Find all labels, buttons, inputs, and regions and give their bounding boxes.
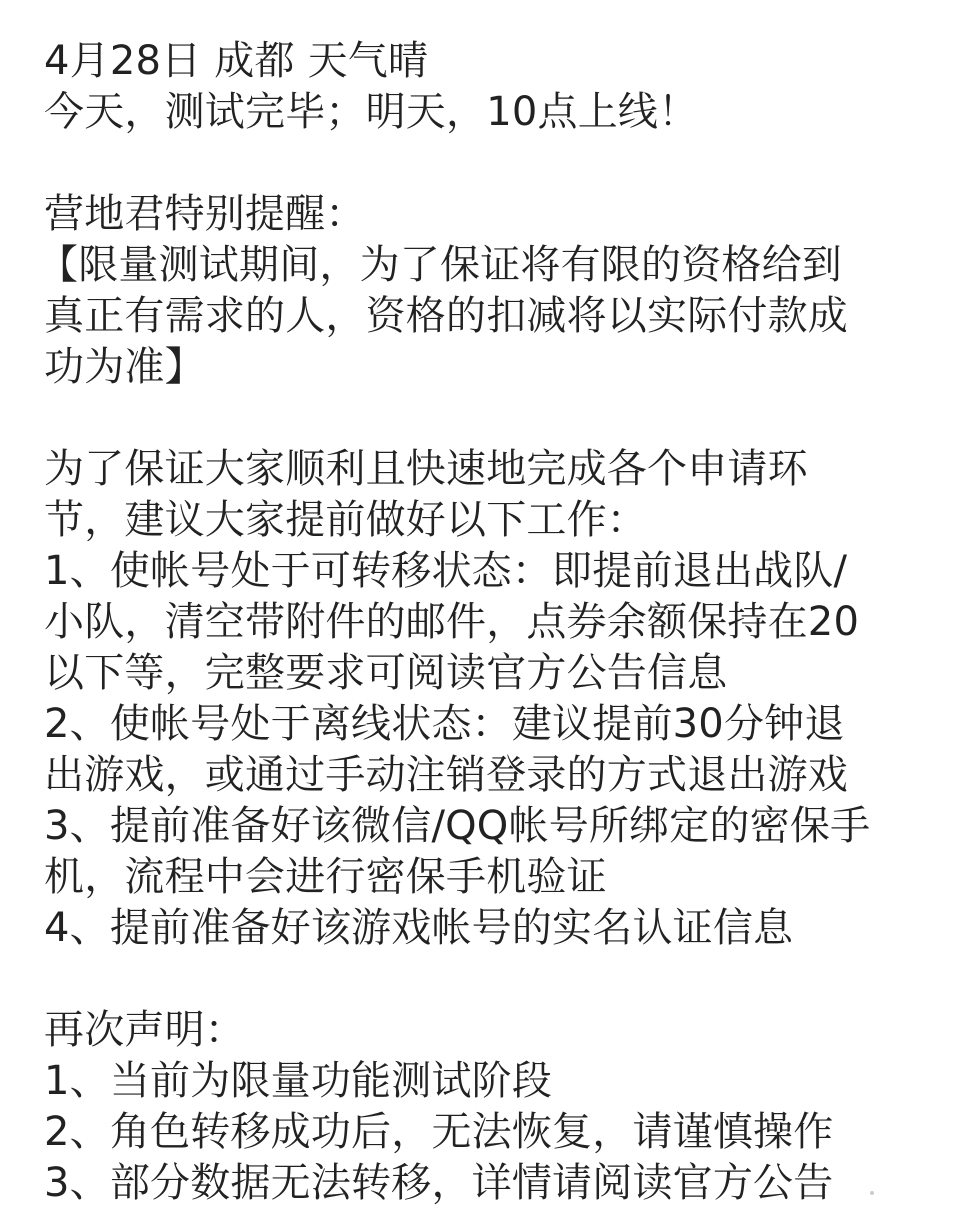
preparation-item-line: 3、提前准备好该微信/QQ帐号所绑定的密保手 <box>44 803 871 849</box>
preparation-item-line: 4、提前准备好该游戏帐号的实名认证信息 <box>44 905 794 951</box>
spacer <box>44 393 934 444</box>
preparation-item-line: 以下等，完整要求可阅读官方公告信息 <box>44 650 728 696</box>
preparation-item-line: 小队，清空带附件的邮件，点券余额保持在20 <box>44 599 860 645</box>
reminder-heading: 营地君特别提醒： <box>44 191 366 237</box>
corner-dot-mark <box>870 1191 874 1195</box>
launch-status-line: 今天，测试完毕；明天，10点上线！ <box>44 89 699 135</box>
declaration-item: 1、当前为限量功能测试阶段 <box>44 1058 553 1104</box>
spacer <box>44 138 934 189</box>
preparation-item-line: 机，流程中会进行密保手机验证 <box>44 854 607 900</box>
reminder-line: 真正有需求的人，资格的扣减将以实际付款成 <box>44 293 848 339</box>
declaration-item: 3、部分数据无法转移，详情请阅读官方公告 <box>44 1160 834 1206</box>
preparation-item-line: 1、使帐号处于可转移状态：即提前退出战队/ <box>44 548 848 594</box>
preparation-item-line: 2、使帐号处于离线状态：建议提前30分钟退 <box>44 701 845 747</box>
declaration-item: 2、角色转移成功后，无法恢复，请谨慎操作 <box>44 1109 834 1155</box>
preparation-item-line: 出游戏，或通过手动注销登录的方式退出游戏 <box>44 752 848 798</box>
reminder-line: 功为准】 <box>44 344 205 390</box>
preparation-intro-line: 节，建议大家提前做好以下工作： <box>44 497 647 543</box>
preparation-intro-line: 为了保证大家顺利且快速地完成各个申请环 <box>44 446 808 492</box>
date-weather-line: 4月28日 成都 天气晴 <box>44 38 429 84</box>
reminder-line: 【限量测试期间，为了保证将有限的资格给到 <box>38 242 842 288</box>
declaration-heading: 再次声明： <box>44 1007 245 1053</box>
spacer <box>44 954 934 1005</box>
